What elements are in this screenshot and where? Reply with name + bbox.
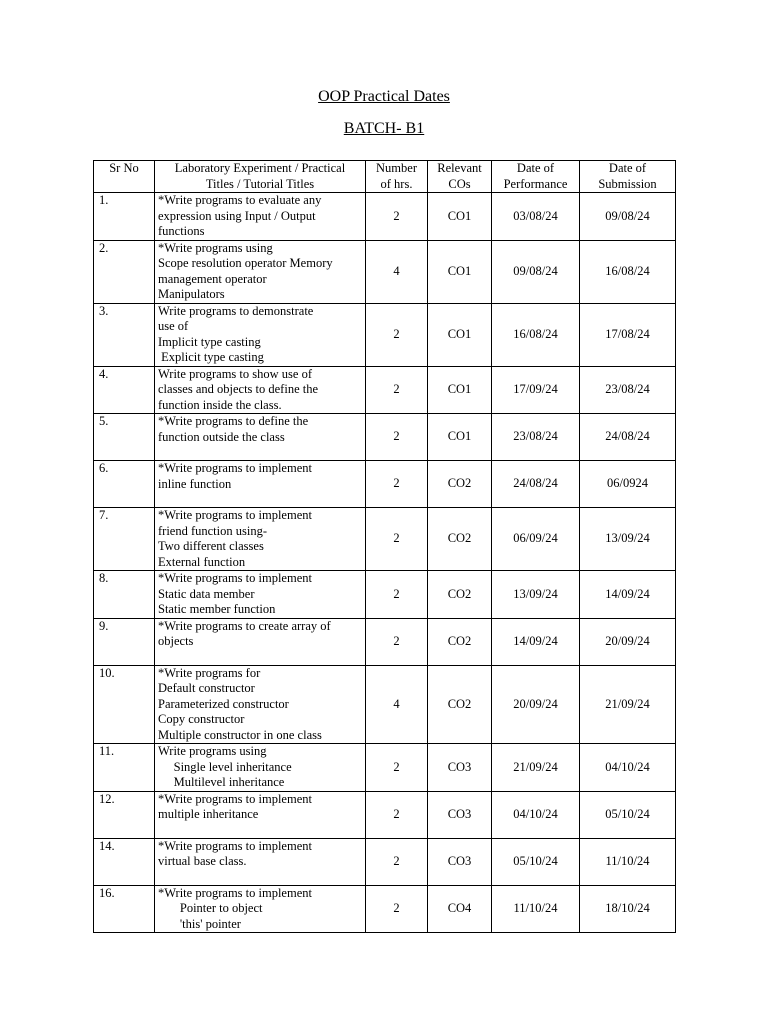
cell-co: CO3 <box>428 791 492 838</box>
table-header-row <box>94 161 676 193</box>
title-line: Multilevel inheritance <box>158 775 285 789</box>
title-line: function inside the class. <box>158 397 282 412</box>
cell-co: CO1 <box>428 240 492 303</box>
title-line: friend function using- <box>158 523 268 538</box>
cell-sr-no: 6. <box>94 461 155 508</box>
cell-sr-no: 9. <box>94 618 155 665</box>
cell-submission-date: 11/10/24 <box>580 838 676 885</box>
title-line: expression using Input / Output <box>158 208 316 223</box>
cell-co: CO4 <box>428 885 492 933</box>
title-line: objects <box>158 634 194 648</box>
title-line: Implicit type casting <box>158 334 261 349</box>
cell-submission-date: 09/08/24 <box>580 193 676 241</box>
cell-title <box>155 193 366 241</box>
cell-performance-date: 11/10/24 <box>492 885 580 933</box>
title-line: Explicit type casting <box>158 350 264 364</box>
cell-hours: 2 <box>366 571 428 619</box>
cell-submission-date: 18/10/24 <box>580 885 676 933</box>
table-row <box>94 303 676 366</box>
title-line: function outside the class <box>158 429 285 444</box>
header-hours: Number of hrs. <box>366 161 428 193</box>
cell-sr-no: 7. <box>94 508 155 571</box>
table-row <box>94 414 676 461</box>
cell-sr-no: 12. <box>94 791 155 838</box>
cell-sr-no: 10. <box>94 665 155 744</box>
title-line: Default constructor <box>158 681 255 695</box>
title-line: *Write programs to implement <box>158 571 312 585</box>
title-line: virtual base class. <box>158 854 247 868</box>
title-line: *Write programs using <box>158 240 273 255</box>
table-row <box>94 838 676 885</box>
title-line: Write programs to show use of <box>158 366 312 381</box>
title-line: *Write programs to implement <box>158 461 312 475</box>
header-performance: Date of Performance <box>492 161 580 193</box>
cell-title <box>155 838 366 885</box>
cell-hours: 2 <box>366 461 428 508</box>
cell-title <box>155 665 366 744</box>
title-line: inline function <box>158 476 232 491</box>
cell-title <box>155 366 366 414</box>
cell-title <box>155 508 366 571</box>
cell-hours: 2 <box>366 508 428 571</box>
title-line: *Write programs to implement <box>158 508 312 522</box>
cell-title <box>155 461 366 508</box>
cell-hours: 2 <box>366 366 428 414</box>
cell-co: CO3 <box>428 838 492 885</box>
cell-co: CO2 <box>428 618 492 665</box>
cell-co: CO2 <box>428 571 492 619</box>
title-line: *Write programs to create array of <box>158 618 331 633</box>
cell-hours: 4 <box>366 240 428 303</box>
cell-submission-date: 06/0924 <box>580 461 676 508</box>
table-row <box>94 618 676 665</box>
title-line: management operator <box>158 271 267 286</box>
cell-hours: 4 <box>366 665 428 744</box>
header-submission: Date of Submission <box>580 161 676 193</box>
title-line: Static data member <box>158 586 255 601</box>
cell-title <box>155 791 366 838</box>
cell-performance-date: 06/09/24 <box>492 508 580 571</box>
cell-co: CO1 <box>428 414 492 461</box>
cell-performance-date: 21/09/24 <box>492 744 580 792</box>
cell-submission-date: 24/08/24 <box>580 414 676 461</box>
title-line: Copy constructor <box>158 712 245 726</box>
cell-hours: 2 <box>366 885 428 933</box>
cell-co: CO1 <box>428 303 492 366</box>
cell-hours: 2 <box>366 414 428 461</box>
title-line: use of <box>158 319 189 333</box>
cell-hours: 2 <box>366 838 428 885</box>
table-row <box>94 744 676 792</box>
cell-submission-date: 21/09/24 <box>580 665 676 744</box>
table-row <box>94 571 676 619</box>
table-row <box>94 665 676 744</box>
title-line: Static member function <box>158 602 276 616</box>
table-row <box>94 193 676 241</box>
title-line: Multiple constructor in one class <box>158 727 322 742</box>
cell-sr-no: 11. <box>94 744 155 792</box>
title-line: *Write programs to implement <box>158 791 312 806</box>
cell-performance-date: 23/08/24 <box>492 414 580 461</box>
header-title: Laboratory Experiment / Practical Titles / Tutorial Titles <box>155 161 366 193</box>
cell-sr-no: 4. <box>94 366 155 414</box>
title-line: functions <box>158 224 205 238</box>
cell-title <box>155 240 366 303</box>
cell-hours: 2 <box>366 791 428 838</box>
title-line: *Write programs for <box>158 665 261 680</box>
cell-submission-date: 17/08/24 <box>580 303 676 366</box>
cell-submission-date: 13/09/24 <box>580 508 676 571</box>
header-cos: Relevant COs <box>428 161 492 193</box>
cell-performance-date: 24/08/24 <box>492 461 580 508</box>
table-row <box>94 885 676 933</box>
title-line: 'this' pointer <box>158 916 241 931</box>
cell-submission-date: 04/10/24 <box>580 744 676 792</box>
cell-performance-date: 09/08/24 <box>492 240 580 303</box>
cell-sr-no: 14. <box>94 838 155 885</box>
cell-sr-no: 16. <box>94 885 155 933</box>
cell-sr-no: 5. <box>94 414 155 461</box>
title-line: Manipulators <box>158 287 225 301</box>
table-row <box>94 366 676 414</box>
cell-submission-date: 23/08/24 <box>580 366 676 414</box>
cell-hours: 2 <box>366 744 428 792</box>
cell-title <box>155 414 366 461</box>
title-line: multiple inheritance <box>158 807 259 821</box>
practical-schedule-table <box>93 160 676 933</box>
title-line: Scope resolution operator Memory <box>158 256 333 270</box>
cell-title <box>155 618 366 665</box>
title-line: Parameterized constructor <box>158 696 289 711</box>
header-sr-no: Sr No <box>94 161 155 193</box>
cell-title <box>155 744 366 792</box>
cell-co: CO1 <box>428 193 492 241</box>
title-line: Single level inheritance <box>158 759 292 774</box>
batch-title: BATCH- B1 <box>343 120 425 137</box>
cell-submission-date: 16/08/24 <box>580 240 676 303</box>
table-row <box>94 508 676 571</box>
cell-sr-no: 8. <box>94 571 155 619</box>
table-row <box>94 240 676 303</box>
cell-title <box>155 303 366 366</box>
cell-title <box>155 885 366 933</box>
cell-title <box>155 571 366 619</box>
cell-performance-date: 03/08/24 <box>492 193 580 241</box>
cell-performance-date: 17/09/24 <box>492 366 580 414</box>
cell-performance-date: 05/10/24 <box>492 838 580 885</box>
table-row <box>94 791 676 838</box>
title-line: Write programs using <box>158 744 267 758</box>
cell-sr-no: 2. <box>94 240 155 303</box>
table-row <box>94 461 676 508</box>
cell-co: CO2 <box>428 665 492 744</box>
cell-sr-no: 3. <box>94 303 155 366</box>
title-line: Pointer to object <box>158 901 263 915</box>
cell-co: CO2 <box>428 508 492 571</box>
title-line: External function <box>158 554 246 569</box>
title-line: classes and objects to define the <box>158 382 319 396</box>
cell-submission-date: 05/10/24 <box>580 791 676 838</box>
cell-performance-date: 16/08/24 <box>492 303 580 366</box>
cell-hours: 2 <box>366 303 428 366</box>
title-line: *Write programs to define the <box>158 414 309 428</box>
cell-submission-date: 20/09/24 <box>580 618 676 665</box>
title-line: *Write programs to implement <box>158 838 312 853</box>
cell-co: CO3 <box>428 744 492 792</box>
cell-hours: 2 <box>366 618 428 665</box>
cell-performance-date: 13/09/24 <box>492 571 580 619</box>
title-line: Two different classes <box>158 539 264 553</box>
cell-hours: 2 <box>366 193 428 241</box>
title-line: *Write programs to implement <box>158 885 312 900</box>
title-line: Write programs to demonstrate <box>158 303 314 318</box>
cell-co: CO1 <box>428 366 492 414</box>
cell-sr-no: 1. <box>94 193 155 241</box>
cell-performance-date: 14/09/24 <box>492 618 580 665</box>
cell-performance-date: 04/10/24 <box>492 791 580 838</box>
title-line: *Write programs to evaluate any <box>158 193 322 207</box>
document-title: OOP Practical Dates <box>318 88 450 105</box>
cell-co: CO2 <box>428 461 492 508</box>
cell-submission-date: 14/09/24 <box>580 571 676 619</box>
cell-performance-date: 20/09/24 <box>492 665 580 744</box>
